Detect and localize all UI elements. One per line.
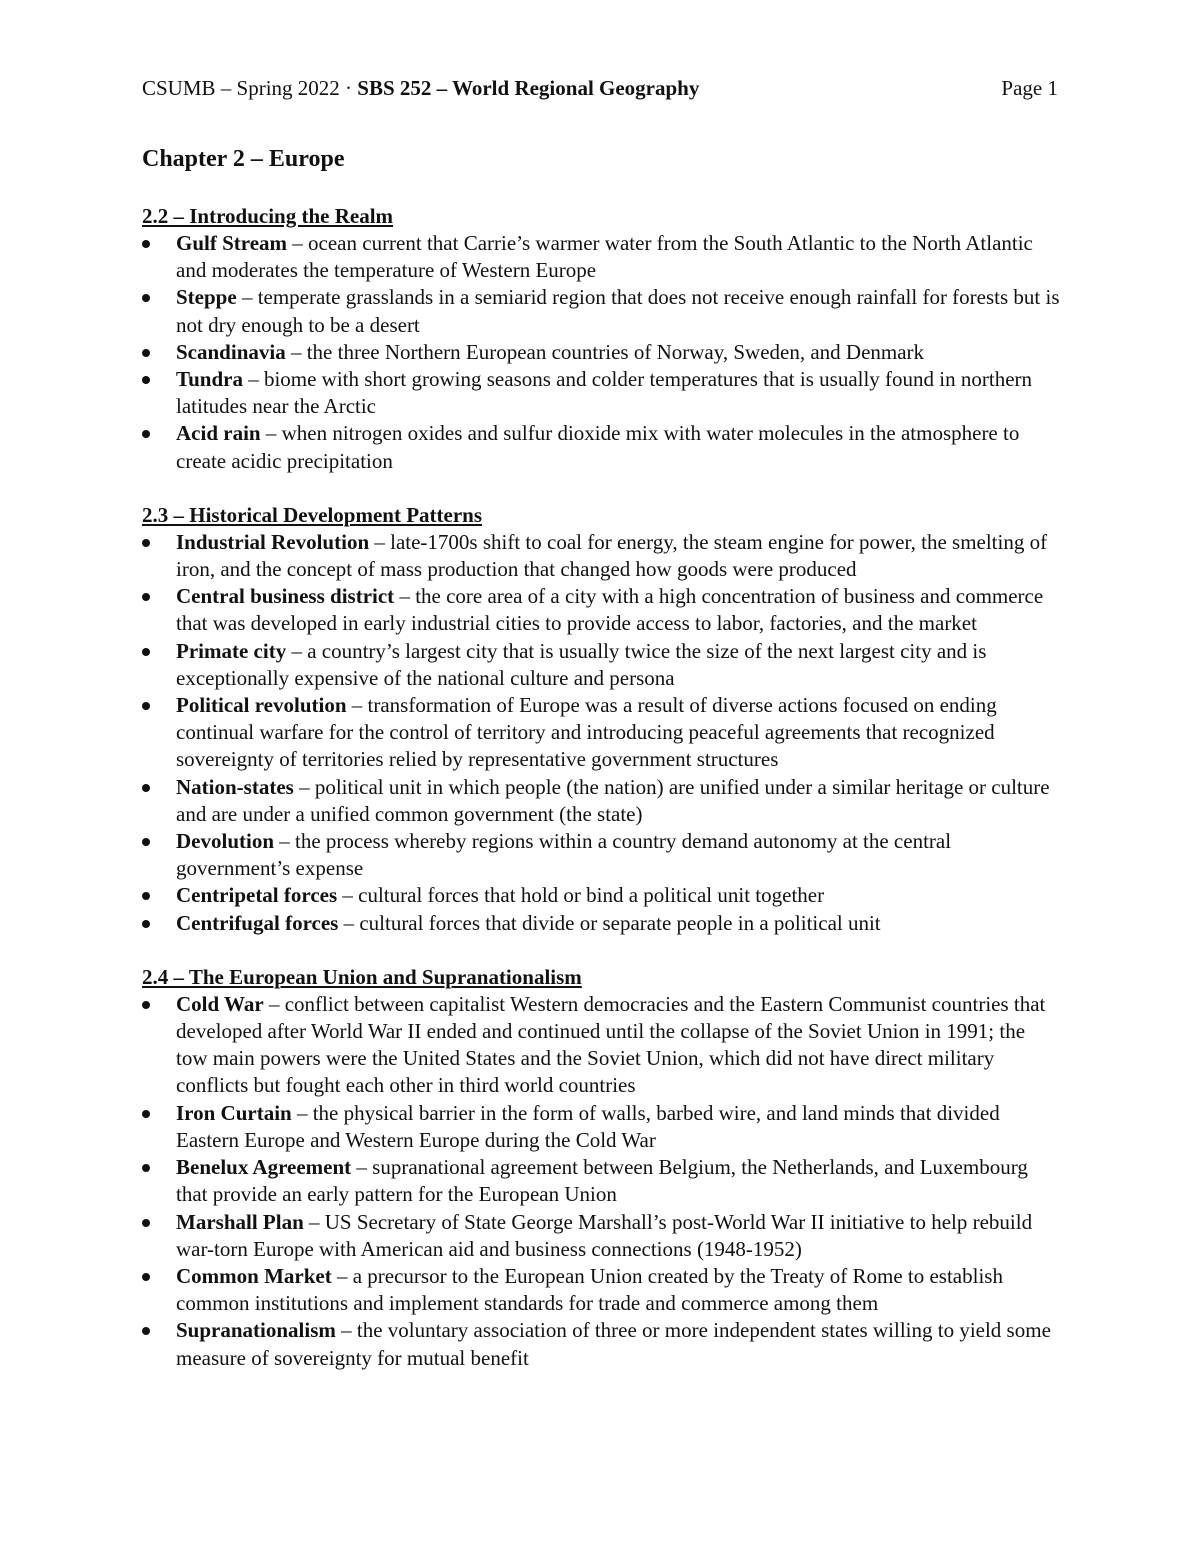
term-definition: – US Secretary of State George Marshall’s post-World War II initiative to help rebuild war-torn Europe with American aid and business connections (1948-1952) (176, 1209, 1033, 1261)
bullet-icon (142, 702, 150, 710)
bullet-icon (142, 376, 150, 384)
course-term: CSUMB – Spring 2022 · (142, 76, 358, 100)
term-definition: – biome with short growing seasons and colder temperatures that is usually found in northern latitudes near the Arctic (176, 367, 1033, 419)
section-heading: 2.4 – The European Union and Supranationalism (142, 964, 582, 989)
bullet-icon (142, 920, 150, 928)
term-definition: – temperate grasslands in a semiarid region that does not receive enough rainfall for forests but is not dry enough to be a desert (176, 285, 1060, 337)
term-definition: – the voluntary association of three or more independent states willing to yield some measure of sovereignty for mutual benefit (176, 1318, 1051, 1370)
bullet-icon (142, 294, 150, 302)
section-introducing-the-realm (142, 203, 1060, 475)
bullet-icon (142, 1219, 150, 1227)
term-definition: – transformation of Europe was a result of diverse actions focused on ending continual warfare for the control of territory and introducing peaceful agreements that recognized sovereignty of territories relied by representative government structures (176, 693, 997, 772)
term-name: Central business district (176, 584, 395, 609)
term-item (142, 339, 1060, 366)
term-name: Nation-states (176, 774, 294, 799)
term-list (142, 529, 1060, 937)
term-item (142, 638, 1060, 692)
term-name: Centripetal forces (176, 883, 338, 908)
term-name: Marshall Plan (176, 1209, 304, 1234)
term-definition: – the three Northern European countries of Norway, Sweden, and Denmark (285, 339, 925, 364)
term-name: Gulf Stream (176, 231, 288, 255)
term-list (142, 991, 1060, 1372)
bullet-icon (142, 1273, 150, 1281)
term-name: Iron Curtain (176, 1100, 292, 1125)
term-definition: – conflict between capitalist Western democracies and the Eastern Communist countries that developed after World War II ended and continued until the collapse of the Soviet Union in 1991; the tow main powers were the United States and the Soviet Union, which did not have direct military conflicts but fought each other in third world countries (176, 991, 1046, 1098)
term-name: Scandinavia (176, 339, 286, 364)
term-list (142, 230, 1060, 475)
bullet-icon (142, 430, 150, 438)
bullet-icon (142, 349, 150, 357)
term-definition: – a country’s largest city that is usually twice the size of the next largest city and is exceptionally expensive of the national culture and persona (176, 638, 987, 690)
term-item (142, 828, 1060, 882)
term-name: Political revolution (176, 693, 347, 718)
section-heading: 2.2 – Introducing the Realm (142, 204, 394, 228)
document-body (142, 144, 1060, 1399)
bullet-icon (142, 240, 150, 248)
term-item (142, 910, 1060, 937)
bullet-icon (142, 1164, 150, 1172)
term-item (142, 1154, 1060, 1208)
bullet-icon (142, 838, 150, 846)
term-definition: – the physical barrier in the form of walls, barbed wire, and land minds that divided Eastern Europe and Western Europe during the Cold War (176, 1100, 1000, 1152)
term-item (142, 882, 1060, 909)
term-item (142, 529, 1060, 583)
term-definition: – the core area of a city with a high concentration of business and commerce that was developed in early industrial cities to provide access to labor, factories, and the market (176, 584, 1044, 636)
term-item (142, 1100, 1060, 1154)
term-definition: – supranational agreement between Belgium, the Netherlands, and Luxembourg that provide an early pattern for the European Union (176, 1155, 1028, 1207)
term-item (142, 583, 1060, 637)
term-item (142, 1317, 1060, 1371)
section-european-union-and-supranationalism (142, 964, 1060, 1372)
term-definition: – ocean current that Carrie’s warmer water from the South Atlantic to the North Atlantic and moderates the temperature of Western Europe (176, 231, 1033, 283)
term-definition: – political unit in which people (the nation) are unified under a similar heritage or culture and are under a unified common government (the state) (176, 774, 1050, 826)
term-item (142, 1263, 1060, 1317)
course-info (142, 74, 699, 102)
term-item (142, 420, 1060, 474)
term-name: Supranationalism (176, 1318, 336, 1343)
term-name: Primate city (176, 638, 287, 663)
bullet-icon (142, 1110, 150, 1118)
term-name: Devolution (176, 829, 275, 854)
bullet-icon (142, 539, 150, 547)
term-name: Benelux Agreement (176, 1155, 352, 1180)
term-definition: – late-1700s shift to coal for energy, the steam engine for power, the smelting of iron, and the concept of mass production that changed how goods were produced (176, 529, 1048, 582)
bullet-icon (142, 648, 150, 656)
term-item (142, 1209, 1060, 1263)
section-historical-development-patterns (142, 502, 1060, 937)
term-item (142, 991, 1060, 1100)
chapter-title: Chapter 2 – Europe (142, 146, 345, 172)
term-definition: – when nitrogen oxides and sulfur dioxide mix with water molecules in the atmosphere to create acidic precipitation (176, 421, 1020, 473)
bullet-icon (142, 1327, 150, 1335)
course-title: SBS 252 – World Regional Geography (357, 76, 700, 100)
term-item (142, 284, 1060, 338)
term-definition: – the process whereby regions within a country demand autonomy at the central government’s expense (176, 829, 952, 881)
bullet-icon (142, 593, 150, 601)
term-definition: – cultural forces that divide or separate people in a political unit (338, 910, 881, 935)
bullet-icon (142, 784, 150, 792)
bullet-icon (142, 1001, 150, 1009)
term-item (142, 774, 1060, 828)
term-name: Industrial Revolution (176, 529, 370, 554)
term-definition: – a precursor to the European Union created by the Treaty of Rome to establish common institutions and implement standards for trade and commerce among them (176, 1263, 1003, 1316)
term-item (142, 692, 1060, 774)
term-item (142, 366, 1060, 420)
term-name: Tundra (176, 367, 243, 392)
term-name: Steppe (176, 285, 237, 310)
term-name: Centrifugal forces (176, 910, 339, 935)
term-name: Acid rain (176, 421, 261, 446)
page-header (142, 74, 1058, 102)
term-name: Common Market (176, 1263, 332, 1288)
term-item (142, 230, 1060, 284)
term-definition: – cultural forces that hold or bind a political unit together (337, 883, 825, 908)
page-number: Page 1 (1001, 76, 1058, 100)
section-heading: 2.3 – Historical Development Patterns (142, 502, 483, 527)
term-name: Cold War (176, 991, 264, 1016)
bullet-icon (142, 892, 150, 900)
